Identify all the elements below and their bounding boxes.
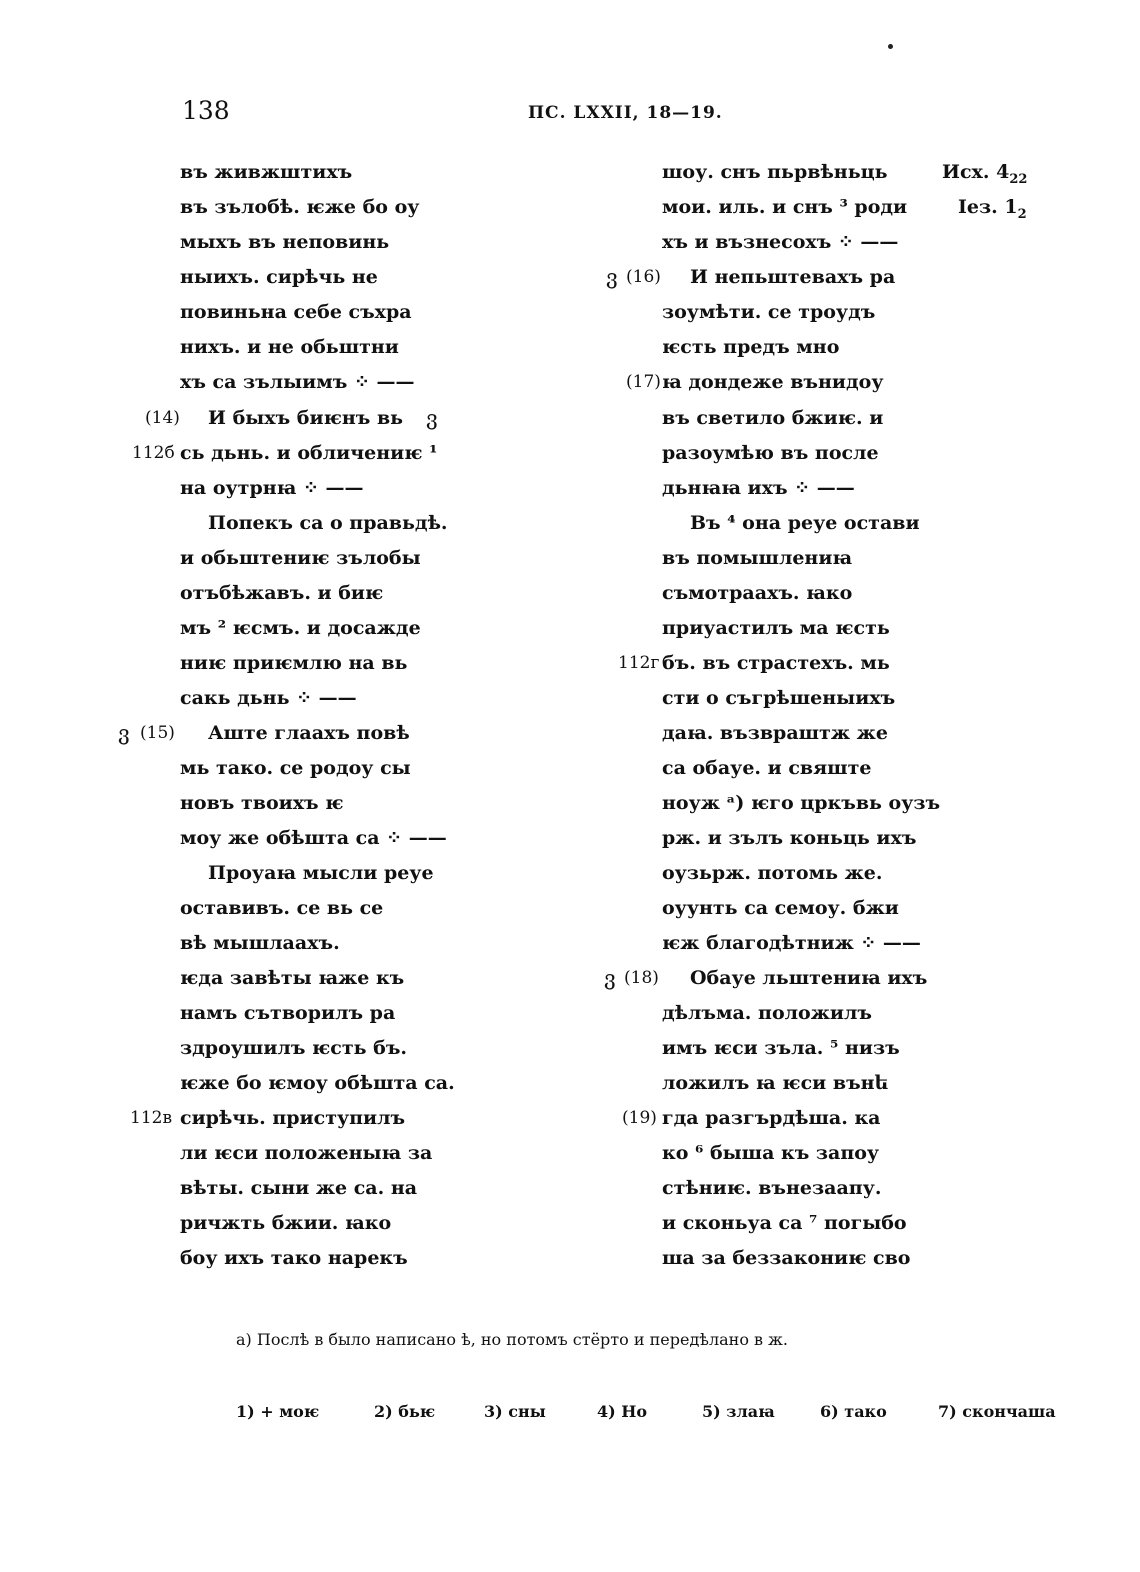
section-mark: ვ	[604, 966, 616, 990]
text-line: сирѣчь. приступилъ	[180, 1107, 406, 1129]
verse-start: И быхъ биѥнъ вь	[208, 407, 404, 429]
text-line: мъ ² ѥсмъ. и досажде	[180, 617, 421, 639]
text-line: ноуж ᵃ) ѥго цркъвь оузъ	[662, 792, 941, 814]
section-mark: ვ	[426, 406, 438, 430]
text-line: здроушилъ ѥсть бъ.	[180, 1037, 408, 1059]
text-line: ложилъ ꙗ ѥси вънե	[662, 1072, 889, 1094]
text-line: шоу. снъ пьрвѣньць	[662, 161, 888, 183]
text-line: дьнꙗꙗ ихъ ⁘ ——	[662, 477, 855, 499]
variant-reading: 5) злаꙗ	[702, 1402, 775, 1421]
ink-speck	[888, 44, 893, 49]
variant-reading: 7) скончаша	[938, 1402, 1056, 1421]
page-number: 138	[182, 96, 230, 125]
text-line: дѣлъма. положилъ	[662, 1002, 872, 1024]
cross-reference-book: Іез. 1	[958, 196, 1018, 218]
folio-marker: 112в	[130, 1108, 173, 1128]
text-line: ѥж благодѣтниж ⁘ ——	[662, 932, 921, 954]
text-line: отъбѣжавъ. и биѥ	[180, 582, 384, 604]
text-line: зоумѣти. се троудъ	[662, 301, 876, 323]
verse-number: (17)	[626, 372, 661, 392]
text-line: на оутрнꙗ ⁘ ——	[180, 477, 364, 499]
text-line: сакь дьнь ⁘ ——	[180, 687, 357, 709]
variant-reading: 2) бьѥ	[374, 1402, 436, 1421]
text-line: ниѥ приѥмлю на вь	[180, 652, 408, 674]
cross-reference-verse: 2	[1017, 206, 1027, 222]
verse-number: (16)	[626, 267, 661, 287]
section-mark: ვ	[606, 265, 618, 289]
text-line: мои. иль. и снъ ³ роди	[662, 196, 908, 218]
text-line: мыхъ въ неповинь	[180, 231, 390, 253]
text-line: гда разгърдѣша. ка	[662, 1107, 881, 1129]
verse-number: (19)	[622, 1108, 657, 1128]
text-line: ѥда завѣты ꙗже къ	[180, 967, 405, 989]
text-line: сь дьнь. и обличениѥ ¹	[180, 442, 438, 464]
verse-number: (15)	[140, 723, 175, 743]
section-mark: ვ	[118, 721, 130, 745]
text-line: вѣ мышлаахъ.	[180, 932, 340, 954]
text-line: хъ са зълыимъ ⁘ ——	[180, 371, 415, 393]
text-line: даꙗ. възвраштж же	[662, 722, 888, 744]
text-line: оставивъ. се вь се	[180, 897, 384, 919]
running-head: ПС. LXXII, 18—19.	[528, 103, 723, 123]
text-line: ꙗ дондеже вънидоу	[662, 371, 884, 393]
commentary-start: Въ ⁴ она реуе остави	[690, 512, 920, 534]
text-line: са обауе. и свяште	[662, 757, 872, 779]
text-line: мь тако. се родоу сы	[180, 757, 411, 779]
text-line: намъ сътворилъ ра	[180, 1002, 396, 1024]
text-line: вѣты. сыни же са. на	[180, 1177, 418, 1199]
verse-number: (14)	[145, 408, 180, 428]
text-line: ныихъ. сирѣчь не	[180, 266, 378, 288]
variant-reading: 1) + моѥ	[236, 1402, 320, 1421]
verse-start: И непьштевахъ ра	[690, 266, 896, 288]
text-line: ричжть бжии. ꙗко	[180, 1212, 392, 1234]
text-line: ѥсть предъ мно	[662, 336, 840, 358]
text-line: ша за беззакониѥ сво	[662, 1247, 911, 1269]
variant-reading: 3) сны	[484, 1402, 546, 1421]
verse-start: Обауе льштениꙗ ихъ	[690, 967, 928, 989]
text-line: сти о съгрѣшеныихъ	[662, 687, 896, 709]
text-line: приуастилъ ма ѥсть	[662, 617, 890, 639]
text-line: разоумѣю въ после	[662, 442, 879, 464]
cross-reference-book: Исх. 4	[942, 161, 1010, 183]
text-line: рж. и зълъ коньць ихъ	[662, 827, 917, 849]
text-line: бъ. въ страстехъ. мь	[662, 652, 890, 674]
text-line: новъ твоихъ ѥ	[180, 792, 344, 814]
text-line: съмотраахъ. ꙗко	[662, 582, 853, 604]
cross-reference-verse: 22	[1009, 171, 1028, 187]
footnote-a: а) Послѣ в было написано ѣ, но потомъ стёрто и передѣлано в ж.	[236, 1330, 788, 1349]
text-line: въ живжштихъ	[180, 161, 353, 183]
commentary-start: Попекъ са о правьдѣ.	[208, 512, 448, 534]
commentary-start: Проуаꙗ мысли реуе	[208, 862, 434, 884]
variant-reading: 4) Но	[597, 1402, 648, 1421]
verse-start: Аште глаахъ повѣ	[208, 722, 410, 744]
text-line: боу ихъ тако нарекъ	[180, 1247, 408, 1269]
text-line: стѣниѥ. вънезаапу.	[662, 1177, 882, 1199]
text-line: хъ и възнесохъ ⁘ ——	[662, 231, 899, 253]
text-line: въ светило бжиѥ. и	[662, 407, 884, 429]
text-line: имъ ѥси зъла. ⁵ низъ	[662, 1037, 900, 1059]
cross-reference	[942, 155, 1027, 190]
verse-number: (18)	[624, 968, 659, 988]
text-line: моу же обѣшта са ⁘ ——	[180, 827, 447, 849]
cross-reference	[958, 190, 1027, 225]
text-line: и сконьуа са ⁷ погыбо	[662, 1212, 907, 1234]
text-line: ѥже бо ѥмоу обѣшта са.	[180, 1072, 455, 1094]
text-line: въ зълобѣ. ѥже бо оу	[180, 196, 420, 218]
text-line: ко ⁶ быша къ запоу	[662, 1142, 880, 1164]
folio-marker: 112б	[132, 443, 175, 463]
text-line: повиньна себе съхра	[180, 301, 412, 323]
text-line: оузьрж. потомь же.	[662, 862, 883, 884]
text-line: въ помышлениꙗ	[662, 547, 853, 569]
variant-reading: 6) тако	[820, 1402, 887, 1421]
text-line: ли ѥси положеныꙗ за	[180, 1142, 433, 1164]
text-line: и обьштениѥ зълобы	[180, 547, 421, 569]
text-line: нихъ. и не обьштни	[180, 336, 399, 358]
text-line: оуунть са семоу. бжи	[662, 897, 899, 919]
folio-marker: 112г	[618, 653, 660, 673]
